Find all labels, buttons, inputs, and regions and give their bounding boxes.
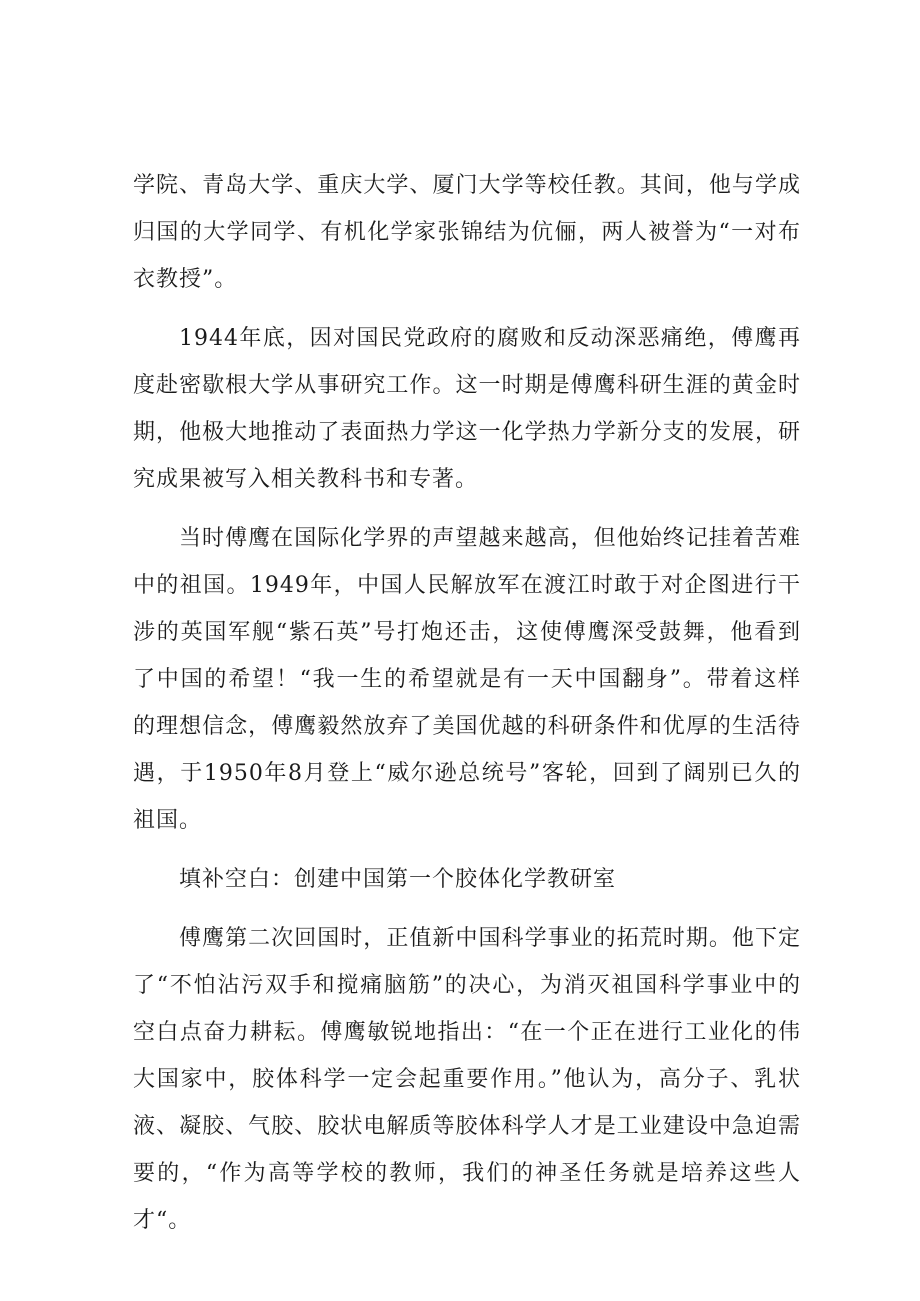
paragraph-2: 1944年底，因对国民党政府的腐败和反动深恶痛绝，傅鹰再度赴密歇根大学从事研究工作。这一时期是傅鹰科研生涯的黄金时期，他极大地推动了表面热力学这一化学热力学新分支的发展，研究成果被写入相关教科书和专著。 <box>133 326 801 492</box>
paragraph-1: 学院、青岛大学、重庆大学、厦门大学等校任教。其间，他与学成归国的大学同学、有机化学家张锦结为伉俪，两人被誉为“一对布衣教授”。 <box>133 173 801 292</box>
paragraph-3: 当时傅鹰在国际化学界的声望越来越高，但他始终记挂着苦难中的祖国。1949年，中国人民解放军在渡江时敢于对企图进行干涉的英国军舰“紫石英”号打炮还击，这使傅鹰深受鼓舞，他看到了中国的希望！“我一生的希望就是有一天中国翻身”。带着这样的理想信念，傅鹰毅然放弃了美国优越的科研条件和优厚的生活待遇，于1950年8月登上“威尔逊总统号”客轮，回到了阔别已久的祖国。 <box>133 526 801 833</box>
section-heading: 填补空白：创建中国第一个胶体化学教研室 <box>179 867 617 892</box>
article-body <box>133 162 801 1256</box>
paragraph-4: 傅鹰第二次回国时，正值新中国科学事业的拓荒时期。他下定了“不怕沾污双手和搅痛脑筋”的决心，为消灭祖国科学事业中的空白点奋力耕耘。傅鹰敏锐地指出：“在一个正在进行工业化的伟大国家中，胶体科学一定会起重要作用。”他认为，高分子、乳状液、凝胶、气胶、胶状电解质等胶体科学人才是工业建设中急迫需要的，“作为高等学校的教师，我们的神圣任务就是培养这些人才“。 <box>133 926 801 1233</box>
